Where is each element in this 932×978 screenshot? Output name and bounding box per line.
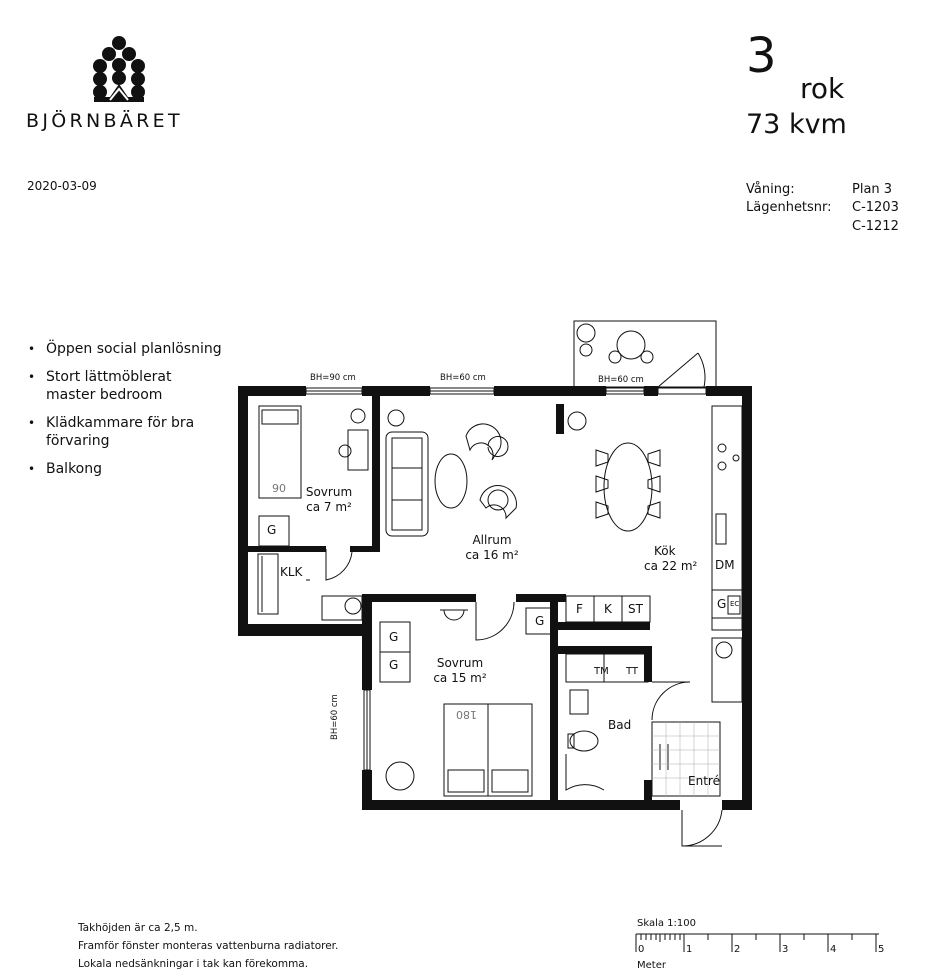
scale-tick: 1 bbox=[686, 944, 693, 955]
room-klk: KLK bbox=[280, 565, 303, 579]
room-name: Sovrum bbox=[305, 485, 353, 499]
balcony bbox=[574, 321, 716, 387]
dryer-label: TT bbox=[626, 666, 639, 677]
room-area: ca 15 m² bbox=[433, 671, 487, 685]
feature-item: • Stort lättmöblerat master bedroom bbox=[26, 368, 206, 404]
window-height-label: BH=60 cm bbox=[598, 375, 644, 385]
room-kok bbox=[644, 544, 720, 574]
floor-value: Plan 3 bbox=[852, 182, 893, 197]
unit-number-2: C-1212 bbox=[852, 219, 899, 234]
footnote: Takhöjden är ca 2,5 m. bbox=[78, 922, 198, 934]
apartment-area: 73 kvm bbox=[746, 109, 847, 140]
washer-label: TM bbox=[594, 666, 609, 677]
cabinet-label: G bbox=[535, 614, 545, 628]
window-height-label: BH=60 cm bbox=[330, 694, 340, 740]
dishwasher-label: DM bbox=[715, 558, 735, 572]
room-entre: Entré bbox=[688, 774, 720, 788]
footnote: Lokala nedsänkningar i tak kan förekomma. bbox=[78, 958, 309, 970]
feature-item: • Klädkammare för bra förvaring bbox=[26, 414, 196, 450]
room-area: ca 7 m² bbox=[306, 500, 352, 514]
footnote: Framför fönster monteras vattenburna radiatorer. bbox=[78, 940, 339, 952]
unit-number-1: C-1203 bbox=[852, 200, 899, 215]
scale-tick: 3 bbox=[782, 944, 789, 955]
unit-number-label: Lägenhetsnr: bbox=[746, 200, 832, 215]
room-bad: Bad bbox=[608, 718, 632, 732]
scale-bar bbox=[634, 932, 884, 954]
bed-width-label: 90 bbox=[272, 482, 286, 495]
bed-width-label: 180 bbox=[456, 708, 477, 721]
cabinet-label: G bbox=[389, 630, 399, 644]
window-height-label: BH=60 cm bbox=[440, 373, 486, 383]
room-allrum bbox=[454, 533, 530, 563]
scale-tick: 5 bbox=[878, 944, 885, 955]
cabinet-label: G bbox=[389, 658, 399, 672]
feature-item: • Öppen social planlösning bbox=[26, 340, 256, 358]
floor-label: Våning: bbox=[746, 182, 795, 197]
ec-label: EC bbox=[730, 600, 740, 608]
scale-unit: Meter bbox=[637, 960, 666, 971]
freezer-label: K bbox=[604, 602, 612, 616]
walls bbox=[238, 386, 752, 810]
scale-tick: 2 bbox=[734, 944, 741, 955]
room-count-unit: rok bbox=[800, 72, 845, 105]
fridge-label: F bbox=[576, 602, 583, 616]
room-area: ca 16 m² bbox=[465, 548, 519, 562]
scale-tick: 0 bbox=[638, 944, 645, 955]
cabinet-label: G bbox=[267, 523, 277, 537]
room-count: 3 bbox=[746, 28, 777, 84]
room-sovrum-small bbox=[296, 485, 362, 515]
room-name: Sovrum bbox=[436, 656, 484, 670]
brand-name: BJÖRNBÄRET bbox=[26, 110, 183, 132]
window-height-label: BH=90 cm bbox=[310, 373, 356, 383]
scale-tick: 4 bbox=[830, 944, 837, 955]
cabinet-label: G bbox=[717, 597, 727, 611]
room-area: ca 22 m² bbox=[644, 559, 698, 573]
room-name: Allrum bbox=[472, 533, 512, 547]
scale-label: Skala 1:100 bbox=[637, 918, 696, 929]
room-sovrum-large bbox=[424, 656, 496, 686]
feature-item: • Balkong bbox=[26, 460, 256, 478]
plan-date: 2020-03-09 bbox=[27, 179, 97, 193]
storage-label: ST bbox=[628, 602, 643, 616]
room-name: Kök bbox=[654, 544, 676, 558]
